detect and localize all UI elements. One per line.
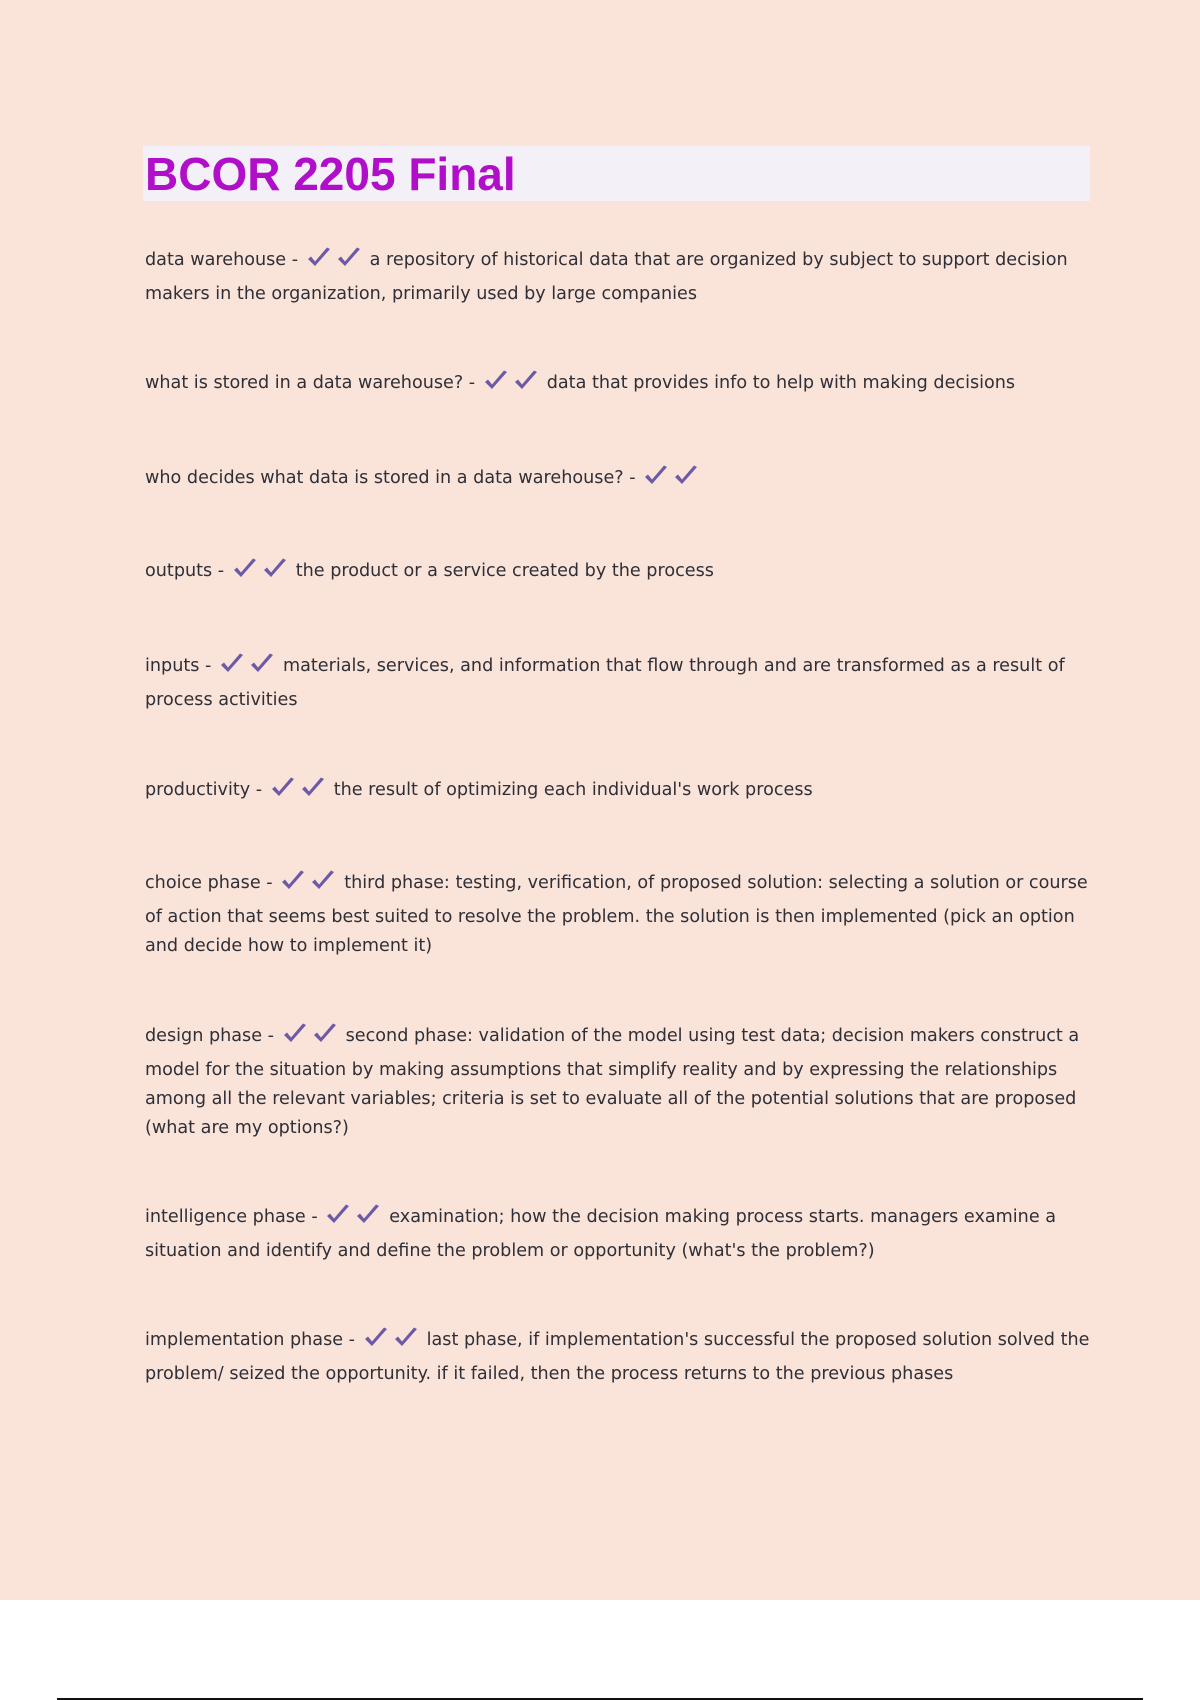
entry-separator: - — [305, 1207, 324, 1227]
check-mark-icon — [643, 464, 669, 488]
entry-term: who decides what data is stored in a data warehouse? — [145, 468, 624, 488]
check-mark-icon — [280, 869, 306, 893]
entry-separator: - — [262, 1026, 280, 1046]
entry-design-phase — [145, 1022, 1090, 1143]
document-title: BCOR 2205 Final — [145, 148, 516, 200]
entry-term: data warehouse — [145, 250, 287, 270]
entry-data-warehouse-contents — [145, 369, 1090, 403]
check-marks — [306, 246, 366, 280]
entry-term: design phase — [145, 1026, 263, 1046]
entry-definition: third phase: testing, verification, of proposed solution: selecting a solution or course of action that seems best suited to resolve the problem. the solution is then implemented (pick an option and decide how to implement it) — [145, 873, 1088, 956]
entry-definition: the product or a service created by the process — [295, 561, 714, 581]
entry-separator: - — [343, 1330, 361, 1350]
entry-separator: - — [623, 468, 642, 488]
check-marks — [280, 869, 340, 903]
check-mark-icon — [393, 1326, 419, 1350]
entry-separator: - — [250, 780, 268, 800]
entry-separator: - — [212, 561, 230, 581]
check-marks — [325, 1203, 385, 1237]
check-mark-icon — [483, 369, 509, 393]
entry-definition: examination; how the decision making process starts. managers examine a situation and identify and define the problem or opportunity (what's the problem?) — [145, 1207, 1057, 1261]
entry-intelligence-phase — [145, 1203, 1090, 1266]
check-marks — [363, 1326, 423, 1360]
check-mark-icon — [300, 776, 326, 800]
entry-productivity — [145, 776, 1090, 810]
check-marks — [219, 652, 279, 686]
check-mark-icon — [336, 246, 362, 270]
check-mark-icon — [310, 869, 336, 893]
entry-data-warehouse-decider — [145, 464, 1090, 498]
entry-implementation-phase — [145, 1326, 1090, 1389]
check-mark-icon — [270, 776, 296, 800]
entry-separator: - — [199, 656, 217, 676]
entry-definition: the result of optimizing each individual's work process — [333, 780, 813, 800]
check-mark-icon — [325, 1203, 351, 1227]
check-mark-icon — [282, 1022, 308, 1046]
check-mark-icon — [232, 557, 258, 581]
entry-outputs — [145, 557, 1090, 591]
entry-definition: materials, services, and information that flow through and are transformed as a result of process activities — [145, 656, 1065, 710]
entry-term: what is stored in a data warehouse? — [145, 373, 464, 393]
entry-term: productivity — [145, 780, 251, 800]
entry-term: outputs — [145, 561, 213, 581]
check-mark-icon — [363, 1326, 389, 1350]
entry-inputs — [145, 652, 1090, 715]
entry-term: implementation phase — [145, 1330, 344, 1350]
check-mark-icon — [249, 652, 275, 676]
entry-separator: - — [260, 873, 279, 893]
entry-term: inputs — [145, 656, 200, 676]
check-mark-icon — [306, 246, 332, 270]
title-bar — [143, 146, 1090, 201]
check-mark-icon — [262, 557, 288, 581]
entry-separator: - — [286, 250, 304, 270]
check-mark-icon — [355, 1203, 381, 1227]
entry-separator: - — [463, 373, 481, 393]
check-mark-icon — [312, 1022, 338, 1046]
entry-term: choice phase — [145, 873, 261, 893]
entry-definition: data that provides info to help with making decisions — [546, 373, 1016, 393]
check-marks — [270, 776, 330, 810]
entry-data-warehouse — [145, 246, 1090, 309]
check-mark-icon — [673, 464, 699, 488]
entry-definition: last phase, if implementation's successful the proposed solution solved the problem/ seized the opportunity. if it failed, then the process returns to the previous phases — [145, 1330, 1090, 1384]
entry-term: intelligence phase — [145, 1207, 306, 1227]
check-marks — [643, 464, 703, 498]
check-marks — [232, 557, 292, 591]
check-mark-icon — [513, 369, 539, 393]
entry-choice-phase — [145, 869, 1090, 961]
entry-definition: second phase: validation of the model using test data; decision makers construct a model for the situation by making assumptions that simplify reality and by expressing the relationships among all the relevant variables; criteria is set to evaluate all of the potential solutions that are proposed (what are my options?) — [145, 1026, 1080, 1138]
entry-definition: a repository of historical data that are organized by subject to support decision makers in the organization, primarily used by large companies — [145, 250, 1068, 304]
check-mark-icon — [219, 652, 245, 676]
check-marks — [282, 1022, 342, 1056]
check-marks — [483, 369, 543, 403]
